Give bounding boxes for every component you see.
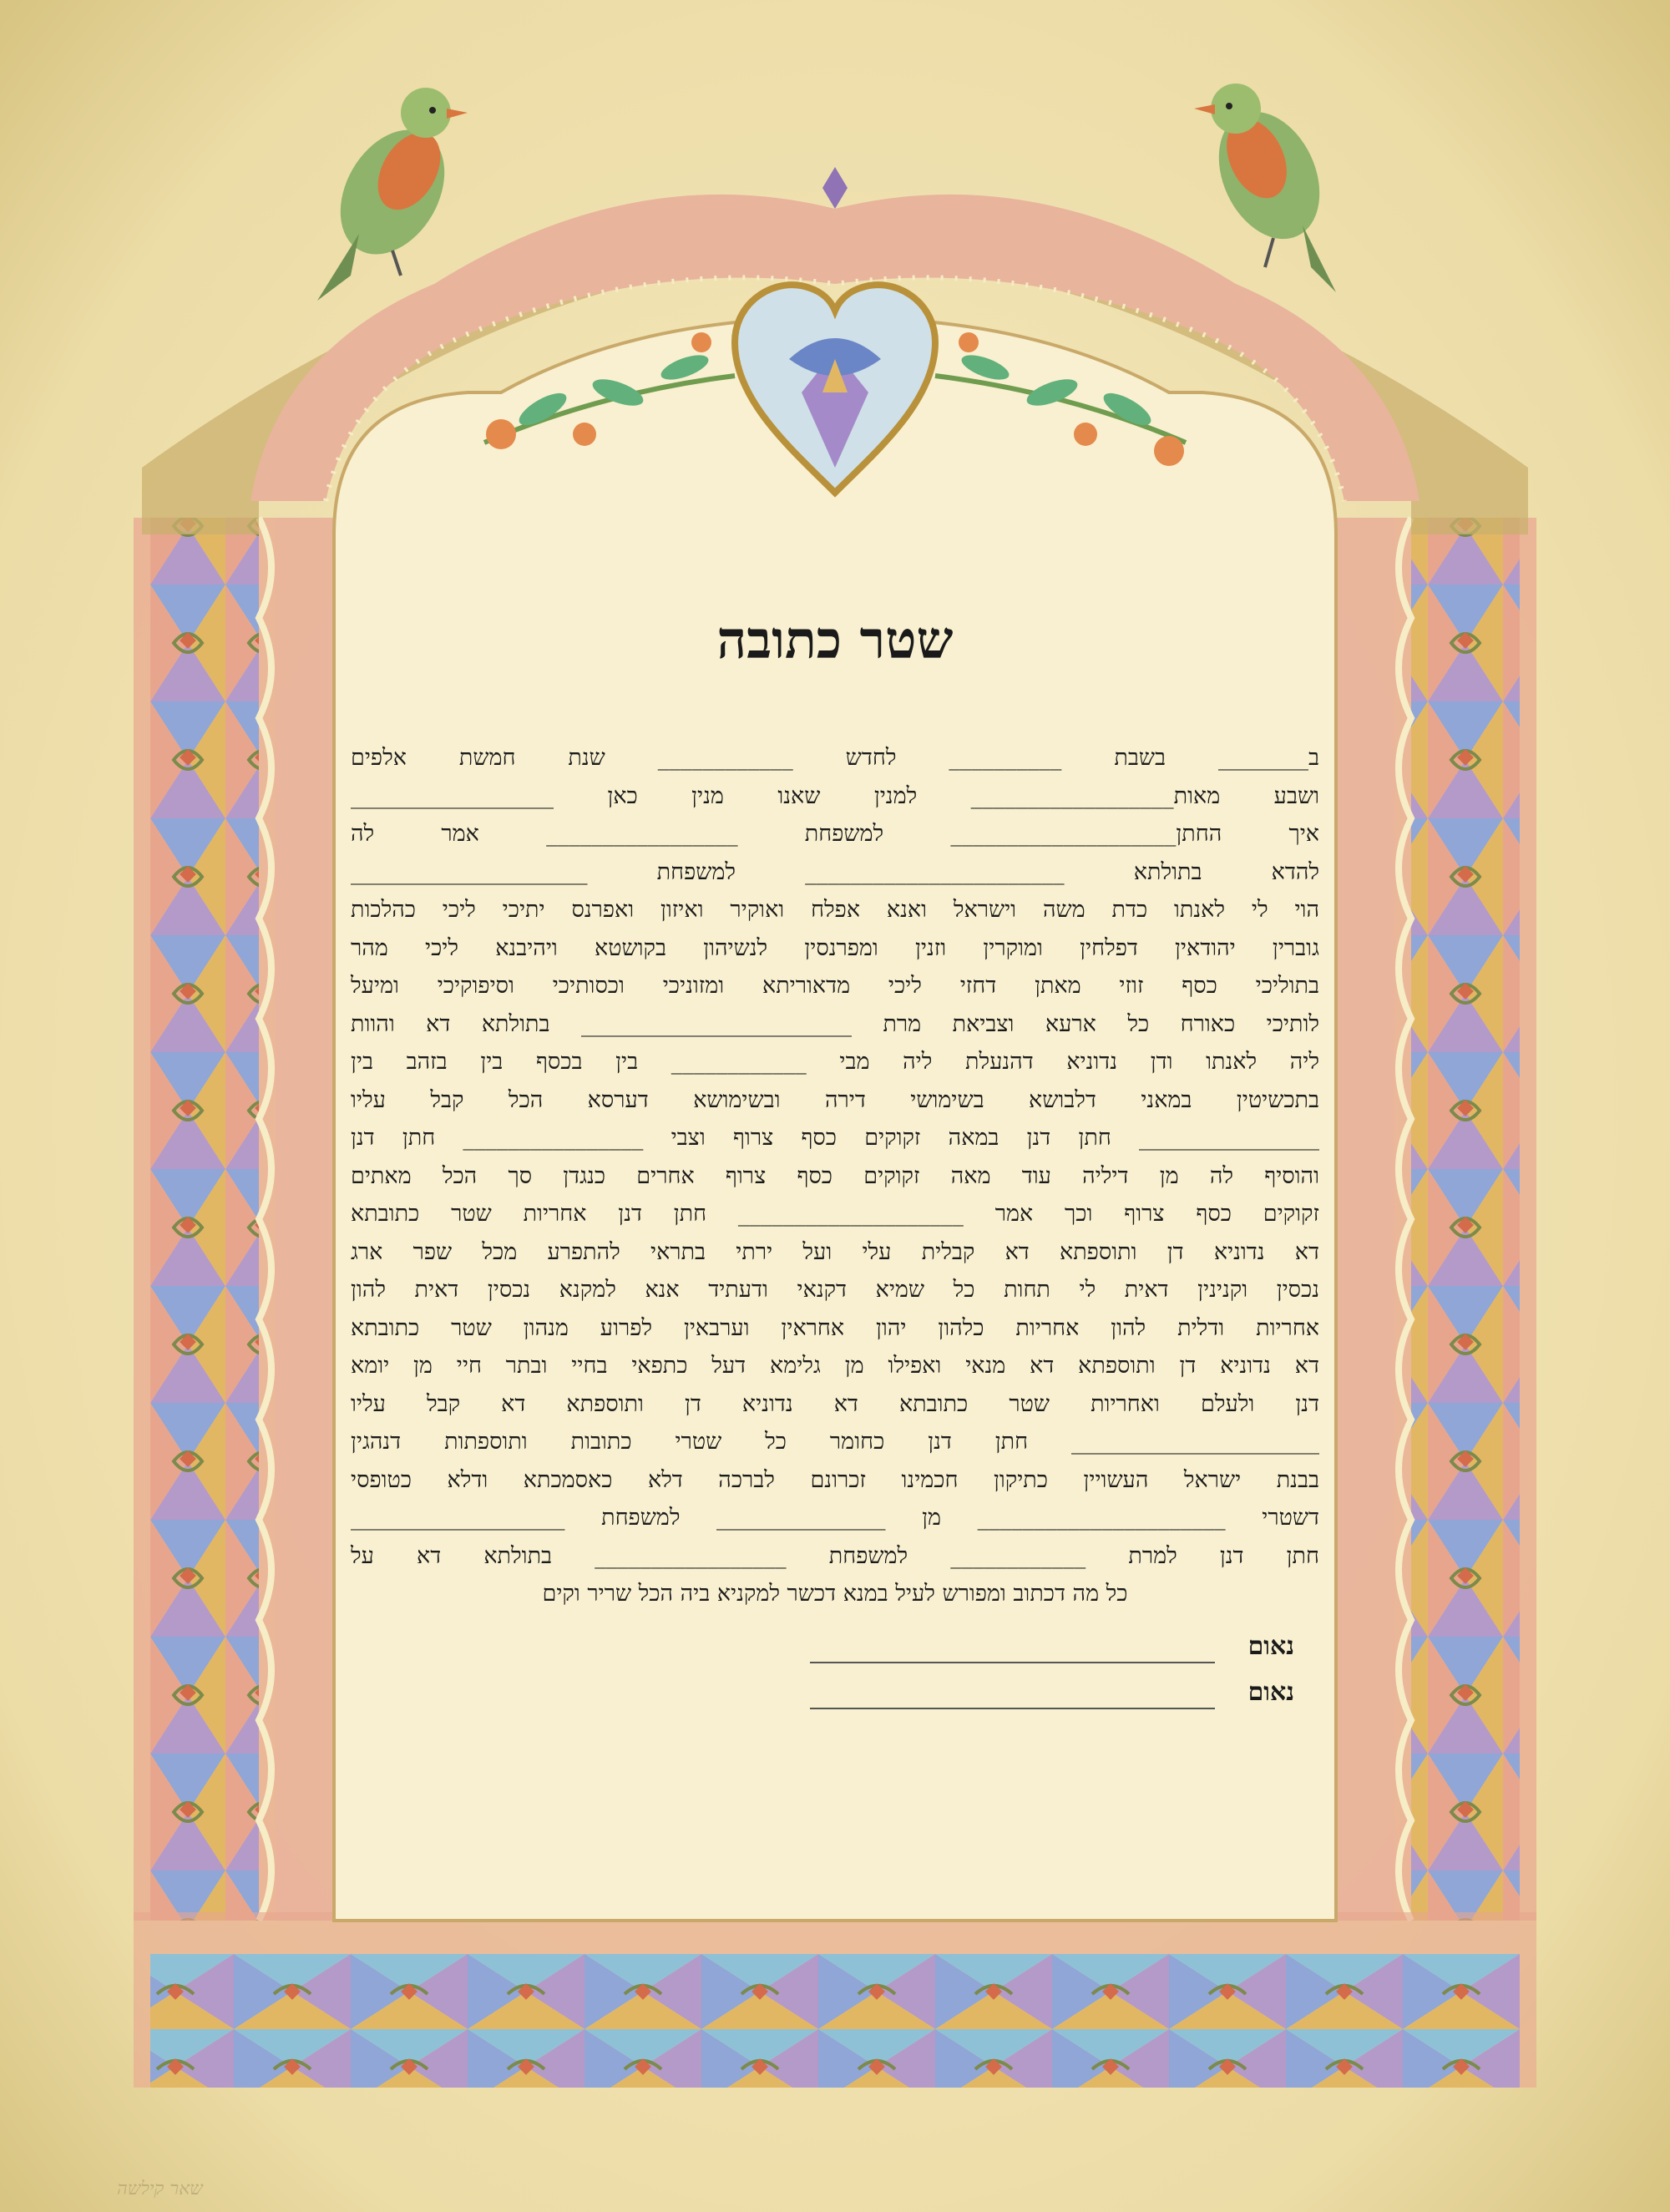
text-line: והוסיף לה מן דיליה עוד מאה זקוקים כסף צרוף אחרים כנגדן סך הכל מאתים [351, 1162, 1319, 1189]
text-line: דשטרי ______________________ מן _______________ למשפחת ___________________ [351, 1505, 1319, 1531]
text-line: ב________ בשבת __________ לחדש ____________ שנת חמשת אלפים [351, 745, 1319, 771]
ketubah-body-text [351, 739, 1319, 1613]
witness-label: נאום [1247, 1632, 1294, 1661]
text-line: אחריות ודלית להון אחריות כלהון יהון אחראין וערבאין לפרוע מנהון שטר כתובתא [351, 1314, 1319, 1341]
text-line: ______________________ חתן דנן כחומר כל שטרי כתובות ותוספתות דנהגין [351, 1429, 1319, 1455]
text-line: זקוקים כסף צרוף וכך אמר ____________________ חתן דנן אחריות שטר כתובתא [351, 1201, 1319, 1227]
text-line: להדא בתולתא _______________________ למשפחת _____________________ [351, 858, 1319, 885]
text-line: גוברין יהודאין דפלחין ומוקרין וזנין ומפרנסין לנשיהון בקושטא ויהיבנא ליכי מהר [351, 934, 1319, 961]
witness-signature-1 [810, 1628, 1294, 1670]
text-line: דא נדוניא דן ותוספתא דא קבלית עלי ועל ירתי בתראי להתפרע מכל שפר ארג [351, 1238, 1319, 1265]
witness-signature-2 [810, 1674, 1294, 1716]
text-line: ________________ חתן דנן במאה זקוקים כסף צרוף וצבי ________________ חתן דנן [351, 1125, 1319, 1151]
artist-signature: שאר קילשה [117, 2179, 203, 2199]
text-line: דא נדוניא דן ותוספתא דא מנאי ואפילו מן גלימא דעל כתפאי בחיי ובתר חיי מן יומא [351, 1353, 1319, 1379]
signature-line [810, 1708, 1215, 1709]
text-line: ושבע מאות__________________ למנין שאנו מנין כאן __________________ [351, 782, 1319, 809]
text-line: ליה לאנתו ודן נדוניא דהנעלת ליה מבי ____________ בין בכסף בין בזהב בין [351, 1049, 1319, 1075]
text-line: בתכשיטין במאני דלבושא בשימושי דירה ובשימושא דערסא הכל קבל עליו [351, 1086, 1319, 1113]
signature-line [810, 1662, 1215, 1663]
text-line: איך החתן____________________ למשפחת _________________ אמר לה [351, 821, 1319, 847]
text-line: לותיכי כאורח כל ארעא וצביאת מרת ________________________ בתולתא דא והוות [351, 1010, 1319, 1037]
page-title: שטר כתובה [716, 610, 954, 671]
text-line: הוי לי לאנתו כדת משה וישראל ואנא אפלח ואוקיר ואיזון ואפרנס יתיכי ליכי כהלכות [351, 897, 1319, 923]
text-line: חתן דנן למרת ____________ למשפחת _________________ בתולתא דא על [351, 1542, 1319, 1569]
text-line: כל מה דכתוב ומפורש לעיל במנא דכשר למקניא ביה הכל שריר וקים [542, 1581, 1128, 1607]
text-line: בבנת ישראל העשויין כתיקון חכמינו זכרונם לברכה דלא כאסמכתא ודלא כטופסי [351, 1466, 1319, 1493]
text-line: דנן ולעלם ואחריות שטר כתובתא דא נדוניא דן ותוספתא דא קבל עליו [351, 1390, 1319, 1417]
text-line: נכסין וקנינין דאית לי תחות כל שמיא דקנאי ודעתיד אנא למקנא נכסין דאית להון [351, 1277, 1319, 1303]
text-line: בתוליכי כסף זוזי מאתן דחזי ליכי מדאוריתא ומזוניכי וכסותיכי וסיפוקיכי ומיעל [351, 973, 1319, 999]
ketubah-text-panel [334, 585, 1336, 1937]
witness-label: נאום [1247, 1678, 1294, 1707]
